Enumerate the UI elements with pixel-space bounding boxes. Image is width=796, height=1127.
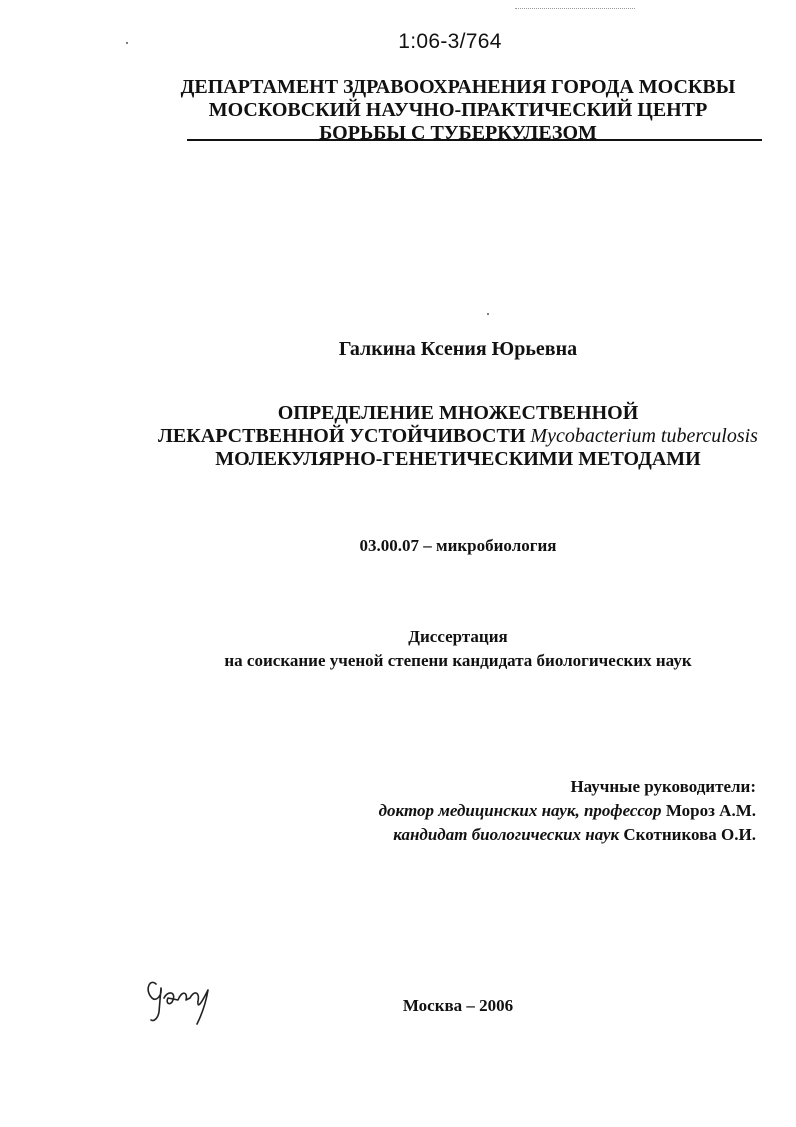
scan-speck (487, 313, 489, 315)
scan-speck (126, 42, 128, 44)
supervisor-role: кандидат биологических наук (393, 825, 620, 844)
degree-statement (160, 625, 756, 673)
supervisor-entry (300, 823, 756, 847)
supervisor-name: Мороз А.М. (665, 801, 756, 820)
institution-line-1: ДЕПАРТАМЕНТ ЗДРАВООХРАНЕНИЯ ГОРОДА МОСКВЫ (180, 76, 736, 98)
organism-name: Mycobacterium tuberculosis (530, 425, 758, 447)
specialty-code: 03.00.07 – микробиология (359, 536, 557, 555)
top-scan-mark (515, 8, 635, 9)
title-line-2-prefix: ЛЕКАРСТВЕННОЙ УСТОЙЧИВОСТИ (158, 425, 526, 447)
dissertation-title (140, 402, 776, 471)
header-rule (187, 139, 762, 141)
institution-header (150, 76, 766, 145)
supervisor-role: доктор медицинских наук, профессор (378, 801, 662, 820)
institution-line-2: МОСКОВСКИЙ НАУЧНО-ПРАКТИЧЕСКИЙ ЦЕНТР (208, 99, 708, 121)
institution-line-3: БОРЬБЫ С ТУБЕРКУЛЕЗОМ (319, 122, 597, 144)
degree-line-1: Диссертация (408, 627, 508, 646)
author-name: Галкина Ксения Юрьевна (338, 338, 578, 360)
supervisor-entry (300, 799, 756, 823)
supervisors-heading: Научные руководители: (570, 777, 756, 796)
degree-line-2: на соискание ученой степени кандидата биологических наук (224, 651, 692, 670)
supervisor-name: Скотникова О.И. (623, 825, 756, 844)
title-line-3: МОЛЕКУЛЯРНО-ГЕНЕТИЧЕСКИМИ МЕТОДАМИ (215, 448, 701, 470)
title-line-1: ОПРЕДЕЛЕНИЕ МНОЖЕСТВЕННОЙ (277, 402, 639, 424)
catalog-number: 1:06-3/764 (398, 30, 502, 53)
supervisors-block (300, 775, 756, 847)
title-line-2 (140, 425, 776, 448)
city-year: Москва – 2006 (402, 996, 514, 1015)
